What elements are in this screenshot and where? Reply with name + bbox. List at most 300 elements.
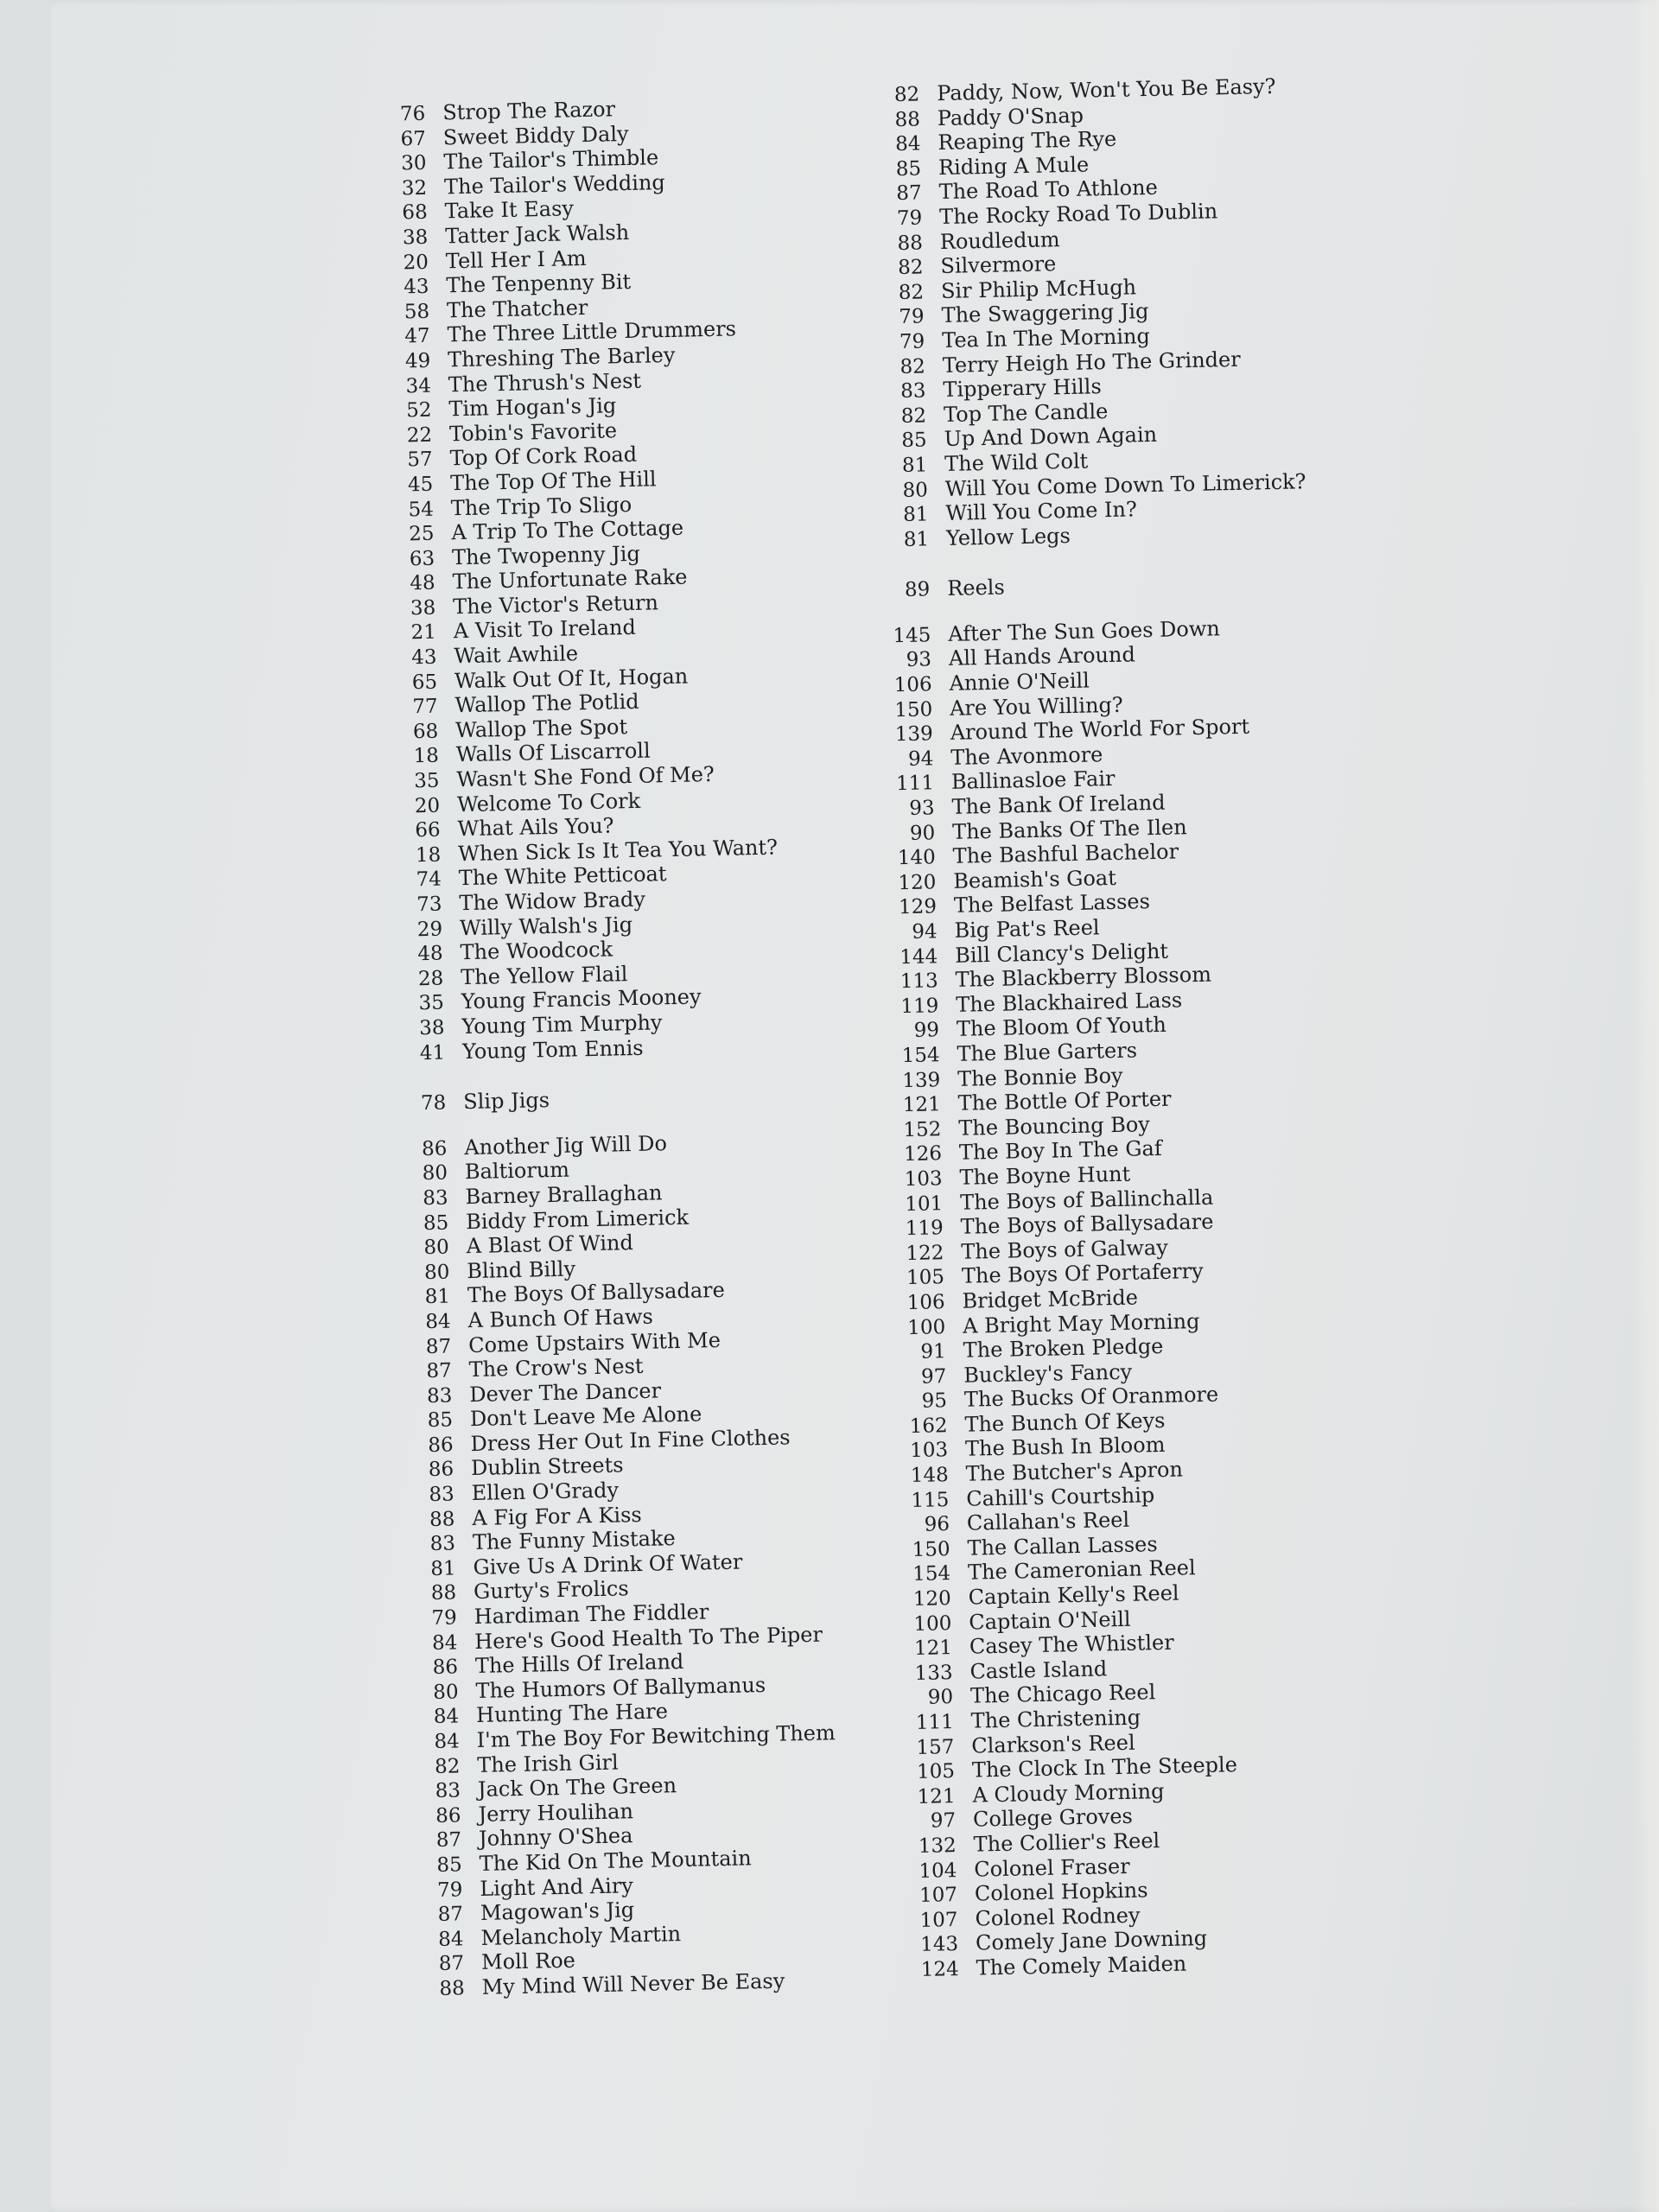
entry-page-number: 96 — [924, 1513, 950, 1536]
entry-title: The Road To Athlone — [938, 175, 1159, 205]
entry-title: The Unfortunate Rake — [452, 564, 688, 594]
entry-title: Paddy O'Snap — [937, 103, 1084, 130]
entry-page-number: 107 — [919, 1908, 958, 1932]
entry-page-number: 152 — [903, 1117, 942, 1141]
entry-title: A Trip To The Cottage — [451, 515, 684, 545]
entry-page-number: 86 — [428, 1433, 454, 1457]
index-column-right — [857, 72, 1433, 1982]
entry-page-number: 83 — [429, 1532, 456, 1556]
entry-page-number: 90 — [927, 1686, 954, 1710]
entry-page-number: 18 — [413, 745, 440, 768]
entry-page-number: 93 — [909, 797, 935, 820]
entry-title: A Cloudy Morning — [972, 1778, 1165, 1808]
entry-title: Top Of Cork Road — [449, 442, 638, 471]
entry-page-number: 66 — [415, 818, 441, 842]
entry-title: The Bunch Of Keys — [964, 1408, 1166, 1437]
entry-page-number: 21 — [410, 621, 437, 645]
section-heading — [868, 567, 1403, 603]
entry-title: A Blast Of Wind — [466, 1230, 634, 1259]
entry-title: The Bush In Bloom — [964, 1433, 1166, 1462]
entry-page-number: 154 — [912, 1562, 951, 1586]
entry-title: Dublin Streets — [470, 1452, 624, 1481]
entry-page-number: 83 — [426, 1384, 453, 1408]
entry-page-number: 111 — [915, 1711, 955, 1734]
entry-title: Callahan's Reel — [966, 1508, 1130, 1535]
entry-title: The Comely Maiden — [976, 1951, 1187, 1980]
entry-title: Tatter Jack Walsh — [444, 219, 630, 249]
entry-title: Annie O'Neill — [949, 668, 1090, 696]
entry-title: Colonel Fraser — [974, 1853, 1130, 1882]
entry-title: The Chicago Reel — [969, 1680, 1156, 1709]
entry-title: Casey The Whistler — [969, 1630, 1174, 1659]
entry-page-number: 143 — [919, 1933, 959, 1957]
entry-title: Are You Willing? — [949, 692, 1124, 721]
entry-title: After The Sun Goes Down — [948, 616, 1221, 646]
entry-title: Another Jig Will Do — [464, 1130, 668, 1160]
entry-title: Here's Good Health To The Piper — [474, 1622, 823, 1654]
entry-page-number: 99 — [913, 1019, 940, 1043]
entry-title: Dever The Dancer — [469, 1378, 662, 1407]
entry-page-number: 85 — [427, 1408, 454, 1433]
entry-page-number: 150 — [894, 697, 933, 721]
entry-page-number: 80 — [902, 478, 929, 502]
entry-page-number: 93 — [906, 648, 932, 672]
entry-page-number: 86 — [432, 1656, 459, 1680]
entry-page-number: 57 — [407, 448, 433, 472]
entry-page-number: 83 — [423, 1186, 448, 1211]
entry-title: Dress Her Out In Fine Clothes — [470, 1425, 791, 1456]
entry-page-number: 94 — [907, 747, 934, 771]
entry-title: All Hands Around — [948, 642, 1136, 671]
entry-page-number: 25 — [408, 522, 435, 546]
entry-page-number: 124 — [920, 1957, 960, 1981]
entry-page-number: 105 — [906, 1266, 945, 1290]
entry-page-number: 140 — [897, 846, 937, 870]
entry-page-number: 22 — [406, 423, 433, 448]
entry-title: Willy Walsh's Jig — [459, 912, 633, 940]
entry-title: Jack On The Green — [477, 1773, 677, 1802]
entry-page-number: 18 — [415, 843, 442, 868]
entry-page-number: 84 — [433, 1705, 460, 1729]
entry-page-number: 122 — [906, 1241, 944, 1265]
entry-page-number: 45 — [407, 473, 434, 497]
entry-page-number: 79 — [431, 1606, 458, 1630]
entry-page-number: 85 — [901, 429, 927, 453]
entry-page-number: 48 — [410, 571, 435, 595]
entry-list-top — [857, 72, 1402, 552]
entry-title: Will You Come In? — [945, 497, 1138, 526]
entry-page-number: 68 — [402, 201, 428, 225]
entry-page-number: 85 — [423, 1211, 449, 1235]
entry-title: The Boys of Galway — [961, 1235, 1169, 1264]
entry-page-number: 115 — [911, 1488, 950, 1512]
entry-title: Wallop The Spot — [454, 714, 628, 743]
entry-page-number: 139 — [894, 722, 934, 747]
entry-page-number: 86 — [435, 1804, 461, 1827]
entry-page-number: 76 — [399, 102, 426, 126]
entry-page-number: 68 — [412, 720, 439, 744]
entry-title: Will You Come Down To Limerick? — [944, 468, 1306, 501]
entry-page-number: 79 — [896, 207, 923, 231]
entry-title: Moll Roe — [480, 1948, 576, 1975]
entry-page-number: 73 — [416, 893, 442, 917]
entry-page-number: 80 — [433, 1681, 459, 1704]
entry-page-number: 113 — [899, 969, 939, 994]
entry-page-number: 82 — [893, 83, 920, 107]
entry-page-number: 85 — [895, 157, 922, 181]
entry-page-number: 77 — [412, 695, 438, 719]
entry-page-number: 81 — [430, 1557, 456, 1580]
entry-title: Tim Hogan's Jig — [448, 393, 617, 422]
entry-title: Buckley's Fancy — [963, 1359, 1133, 1388]
entry-title: Gurty's Frolics — [473, 1576, 629, 1605]
entry-title: Roudledum — [939, 226, 1060, 254]
entry-page-number: 52 — [405, 398, 432, 423]
entry-title: The Kid On The Mountain — [479, 1846, 752, 1876]
book-page — [50, 0, 1659, 2212]
entry-title: A Bunch Of Haws — [467, 1304, 654, 1333]
entry-title: Wasn't She Fond Of Me? — [456, 762, 715, 792]
entry-page-number: 119 — [900, 995, 939, 1018]
entry-title: The Woodcock — [460, 937, 613, 965]
entry-page-number: 28 — [417, 967, 444, 990]
entry-page-number: 80 — [423, 1261, 450, 1284]
entry-title: The Wild Colt — [944, 448, 1089, 476]
entry-page-number: 87 — [438, 1952, 465, 1976]
section-heading — [397, 1080, 933, 1116]
entry-title: The Tailor's Thimble — [443, 145, 659, 175]
entry-title: Yellow Legs — [945, 523, 1071, 550]
entry-title: Baltiorum — [464, 1157, 570, 1185]
entry-title: Bill Clancy's Delight — [954, 938, 1169, 968]
entry-title: Castle Island — [969, 1656, 1108, 1684]
entry-title: The Boys Of Ballysadare — [467, 1278, 726, 1308]
entry-page-number: 84 — [438, 1928, 464, 1951]
section-title: Slip Jigs — [462, 1088, 550, 1115]
entry-page-number: 84 — [434, 1730, 461, 1754]
entry-title: Wait Awhile — [454, 641, 579, 669]
entry-title: Tipperary Hills — [943, 374, 1103, 403]
entry-page-number: 87 — [425, 1335, 452, 1358]
entry-title: The Callan Lasses — [967, 1531, 1158, 1560]
entry-page-number: 35 — [418, 991, 445, 1015]
entry-title: Colonel Hopkins — [974, 1878, 1148, 1906]
entry-title: The Irish Girl — [477, 1750, 619, 1777]
entry-title: Sir Philip McHugh — [940, 275, 1137, 303]
entry-title: Reaping The Rye — [938, 126, 1117, 156]
entry-title: The Funny Mistake — [472, 1526, 676, 1555]
entry-title: The Collier's Reel — [973, 1828, 1160, 1857]
entry-title: I'm The Boy For Bewitching Them — [476, 1720, 836, 1752]
entry-page-number: 133 — [914, 1661, 953, 1685]
entry-title: When Sick Is It Tea You Want? — [457, 835, 779, 867]
entry-title: A Bright May Morning — [962, 1308, 1200, 1338]
entry-title: The Bonnie Boy — [957, 1063, 1123, 1091]
entry-title: Big Pat's Reel — [954, 915, 1100, 943]
entry-page-number: 83 — [899, 379, 926, 404]
entry-page-number: 103 — [909, 1439, 949, 1463]
entry-title: The Rocky Road To Dublin — [938, 199, 1218, 230]
entry-page-number: 82 — [434, 1755, 461, 1778]
entry-title: Come Upstairs With Me — [467, 1327, 721, 1357]
entry-page-number: 85 — [436, 1853, 463, 1877]
entry-page-number: 87 — [426, 1359, 453, 1383]
entry-title: A Fig For A Kiss — [472, 1502, 642, 1530]
entry-page-number: 48 — [417, 942, 443, 966]
entry-title: Top The Candle — [943, 398, 1109, 427]
entry-page-number: 101 — [905, 1192, 944, 1216]
entry-page-number: 97 — [930, 1809, 957, 1834]
entry-title: The Avonmore — [950, 742, 1103, 770]
entry-title: The Tailor's Wedding — [443, 169, 666, 200]
entry-title: Strop The Razor — [442, 97, 616, 125]
entry-title: Walls Of Liscarroll — [455, 738, 651, 767]
entry-title: Captain O'Neill — [969, 1606, 1131, 1635]
entry-title: The Christening — [970, 1705, 1141, 1733]
entry-list-bottom — [868, 613, 1433, 1982]
entry-page-number: 132 — [918, 1834, 957, 1858]
entry-title: College Groves — [972, 1804, 1134, 1833]
entry-list-top — [377, 91, 932, 1065]
entry-page-number: 79 — [899, 305, 925, 329]
entry-title: Wallop The Potlid — [454, 690, 639, 718]
entry-title: Walk Out Of It, Hogan — [454, 664, 689, 693]
entry-title: Beamish's Goat — [953, 865, 1117, 893]
entry-page-number: 105 — [916, 1760, 956, 1784]
entry-title: Light And Airy — [480, 1872, 634, 1901]
entry-page-number: 84 — [425, 1310, 451, 1334]
entry-title: Jerry Houlihan — [478, 1799, 634, 1827]
entry-title: The Boys Of Portaferry — [961, 1259, 1204, 1289]
entry-title: A Visit To Ireland — [453, 615, 637, 644]
entry-title: Tell Her I Am — [445, 245, 587, 273]
entry-title: The Boyne Hunt — [959, 1161, 1131, 1190]
entry-title: The Banks Of The Ilen — [951, 814, 1187, 844]
entry-title: Tobin's Favorite — [448, 417, 618, 447]
entry-title: The Boys of Ballinchalla — [959, 1185, 1214, 1215]
entry-page-number: 100 — [907, 1315, 946, 1339]
entry-page-number: 49 — [404, 349, 431, 373]
entry-title: The Crow's Nest — [468, 1353, 644, 1382]
entry-title: The Twopenny Jig — [451, 541, 641, 569]
entry-page-number: 82 — [899, 354, 926, 378]
entry-title: Biddy From Limerick — [465, 1205, 690, 1234]
entry-page-number: 154 — [901, 1044, 940, 1068]
entry-page-number: 81 — [424, 1285, 451, 1309]
entry-title: Terry Heigh Ho The Grinder — [942, 346, 1241, 378]
entry-title: Sweet Biddy Daly — [442, 121, 629, 149]
entry-page-number: 148 — [910, 1464, 950, 1488]
entry-page-number: 88 — [439, 1977, 466, 2000]
entry-page-number: 54 — [408, 498, 435, 521]
entry-title: The Victor's Return — [452, 590, 659, 620]
entry-title: Ballinasloe Fair — [950, 766, 1116, 795]
entry-title: Give Us A Drink Of Water — [473, 1549, 743, 1580]
entry-title: The Thrush's Nest — [448, 368, 642, 397]
entry-title: The Clock In The Steeple — [971, 1752, 1238, 1783]
entry-page-number: 35 — [413, 769, 440, 793]
entry-title: The Three Little Drummers — [447, 316, 737, 347]
entry-title: The Bloom Of Youth — [956, 1013, 1167, 1042]
entry-page-number: 91 — [920, 1340, 947, 1363]
entry-title: Melancholy Martin — [480, 1921, 682, 1950]
entry-page-number: 111 — [895, 772, 935, 796]
entry-title: Hunting The Hare — [475, 1699, 669, 1728]
entry-page-number: 81 — [902, 503, 929, 527]
entry-page-number: 162 — [909, 1414, 948, 1438]
entry-page-number: 38 — [410, 596, 436, 620]
entry-page-number: 119 — [905, 1217, 944, 1241]
entry-page-number: 80 — [422, 1161, 448, 1185]
entry-page-number: 121 — [917, 1784, 956, 1808]
entry-page-number: 84 — [431, 1631, 458, 1655]
entry-page-number: 100 — [913, 1611, 952, 1636]
entry-page-number: 88 — [430, 1581, 457, 1605]
entry-title: The Thatcher — [446, 295, 588, 323]
entry-page-number: 84 — [894, 132, 921, 156]
entry-title: The Bouncing Boy — [958, 1111, 1151, 1141]
entry-title: Hardiman The Fiddler — [474, 1599, 709, 1630]
entry-title: Blind Billy — [467, 1256, 576, 1283]
entry-page-number: 97 — [920, 1364, 947, 1389]
entry-page-number: 81 — [901, 454, 928, 477]
entry-page-number: 87 — [437, 1903, 464, 1927]
entry-page-number: 43 — [403, 275, 429, 299]
entry-list-bottom — [398, 1126, 955, 2002]
entry-title: Don't Leave Me Alone — [469, 1402, 702, 1432]
entry-page-number: 150 — [912, 1537, 950, 1561]
entry-page-number: 80 — [423, 1236, 450, 1260]
entry-page-number: 129 — [898, 895, 938, 919]
entry-page-number: 104 — [918, 1859, 957, 1883]
entry-title: Silvermore — [940, 251, 1057, 279]
entry-page-number: 90 — [909, 821, 936, 845]
entry-title: The Yellow Flail — [460, 961, 628, 989]
entry-page-number: 95 — [921, 1389, 948, 1414]
entry-page-number: 81 — [903, 528, 930, 551]
entry-title: Young Tim Murphy — [461, 1010, 663, 1039]
entry-title: Captain Kelly's Reel — [968, 1580, 1179, 1610]
entry-title: The Blackberry Blossom — [955, 962, 1212, 993]
page-edge — [1633, 0, 1659, 2212]
entry-page-number: 157 — [916, 1735, 955, 1759]
entry-page-number: 88 — [429, 1508, 455, 1531]
entry-page-number: 82 — [900, 404, 927, 428]
entry-page-number: 29 — [416, 918, 443, 941]
entry-title: The Hills Of Ireland — [474, 1649, 684, 1679]
entry-page-number: 38 — [402, 226, 429, 250]
entry-title: The Broken Pledge — [963, 1333, 1164, 1363]
entry-page-number: 20 — [414, 794, 441, 817]
entry-title: Take It Easy — [444, 196, 575, 224]
entry-page-number: 58 — [404, 300, 430, 324]
entry-title: Around The World For Sport — [950, 714, 1250, 746]
entry-page-number: 86 — [421, 1137, 448, 1160]
entry-title: The Bashful Bachelor — [952, 839, 1179, 869]
entry-title: The Blackhaired Lass — [956, 988, 1183, 1017]
entry-page-number: 126 — [903, 1142, 943, 1166]
entry-page-number: 74 — [416, 868, 442, 892]
entry-title: Cahill's Courtship — [966, 1482, 1155, 1511]
entry-title: The Bank Of Ireland — [951, 790, 1166, 819]
entry-page-number: 106 — [906, 1291, 945, 1315]
entry-page-number: 47 — [404, 325, 430, 348]
entry-title: Young Tom Ennis — [461, 1035, 644, 1064]
section-title: Reels — [946, 575, 1006, 601]
entry-page-number: 120 — [912, 1587, 952, 1611]
entry-page-number: 38 — [418, 1016, 445, 1040]
entry-page-number: 65 — [411, 671, 438, 694]
entry-title: Clarkson's Reel — [971, 1730, 1135, 1758]
entry-title: What Ails You? — [457, 813, 614, 842]
entry-page-number: 79 — [436, 1878, 463, 1902]
entry-page-number: 88 — [894, 108, 921, 131]
entry-title: The Swaggering Jig — [941, 299, 1149, 328]
entry-title: Paddy, Now, Won't You Be Easy? — [936, 73, 1276, 106]
entry-title: The Blue Garters — [957, 1038, 1138, 1066]
entry-page-number: 120 — [898, 871, 937, 895]
entry-page-number: 107 — [918, 1884, 958, 1908]
entry-title: Ellen O'Grady — [471, 1478, 620, 1506]
entry-page-number: 30 — [400, 152, 427, 175]
entry-page-number: 20 — [403, 251, 429, 274]
entry-title: Young Francis Mooney — [461, 984, 702, 1014]
entry-title: Up And Down Again — [944, 423, 1158, 452]
entry-title: The Belfast Lasses — [953, 889, 1151, 918]
entry-title: My Mind Will Never Be Easy — [481, 1968, 785, 1999]
entry-title: The Humors Of Ballymanus — [475, 1672, 766, 1703]
entry-page-number: 82 — [898, 281, 925, 304]
entry-title: The Cameronian Reel — [967, 1555, 1196, 1586]
entry-page-number: 87 — [435, 1828, 462, 1853]
entry-page-number: 87 — [896, 181, 922, 206]
entry-page-number: 43 — [410, 645, 437, 670]
entry-title: Comely Jane Downing — [975, 1926, 1208, 1955]
entry-title: Riding A Mule — [938, 152, 1090, 180]
entry-page-number: 88 — [897, 232, 924, 255]
entry-page-number: 94 — [912, 920, 938, 944]
entry-title: The Bottle Of Porter — [957, 1086, 1172, 1116]
entry-page-number: 144 — [899, 944, 938, 969]
section-page-number: 89 — [904, 578, 931, 602]
entry-title: The Boys of Ballysadare — [960, 1209, 1214, 1239]
entry-title: Colonel Rodney — [975, 1903, 1141, 1931]
entry-page-number: 139 — [902, 1068, 941, 1092]
entry-page-number: 103 — [904, 1167, 943, 1192]
entry-title: The White Petticoat — [458, 861, 667, 891]
entry-title: The Widow Brady — [459, 887, 646, 916]
entry-page-number: 63 — [409, 547, 435, 571]
entry-page-number: 121 — [913, 1637, 953, 1661]
entry-page-number: 79 — [899, 330, 925, 353]
entry-title: The Butcher's Apron — [965, 1457, 1184, 1486]
entry-page-number: 86 — [428, 1458, 454, 1482]
entry-page-number: 121 — [902, 1093, 942, 1117]
entry-page-number: 67 — [400, 127, 427, 151]
entry-title: Threshing The Barley — [447, 342, 676, 372]
entry-title: Johnny O'Shea — [478, 1823, 633, 1852]
entry-title: Magowan's Jig — [480, 1897, 635, 1926]
entry-title: The Boy In The Gaf — [958, 1136, 1162, 1166]
entry-title: Tea In The Morning — [941, 323, 1151, 353]
entry-title: The Bucks Of Oranmore — [963, 1382, 1219, 1413]
entry-page-number: 34 — [405, 374, 432, 397]
entry-page-number: 32 — [401, 176, 428, 200]
entry-page-number: 82 — [897, 256, 924, 280]
entry-page-number: 41 — [419, 1041, 446, 1065]
entry-title: The Top Of The Hill — [449, 467, 657, 496]
entry-page-number: 83 — [435, 1779, 461, 1803]
